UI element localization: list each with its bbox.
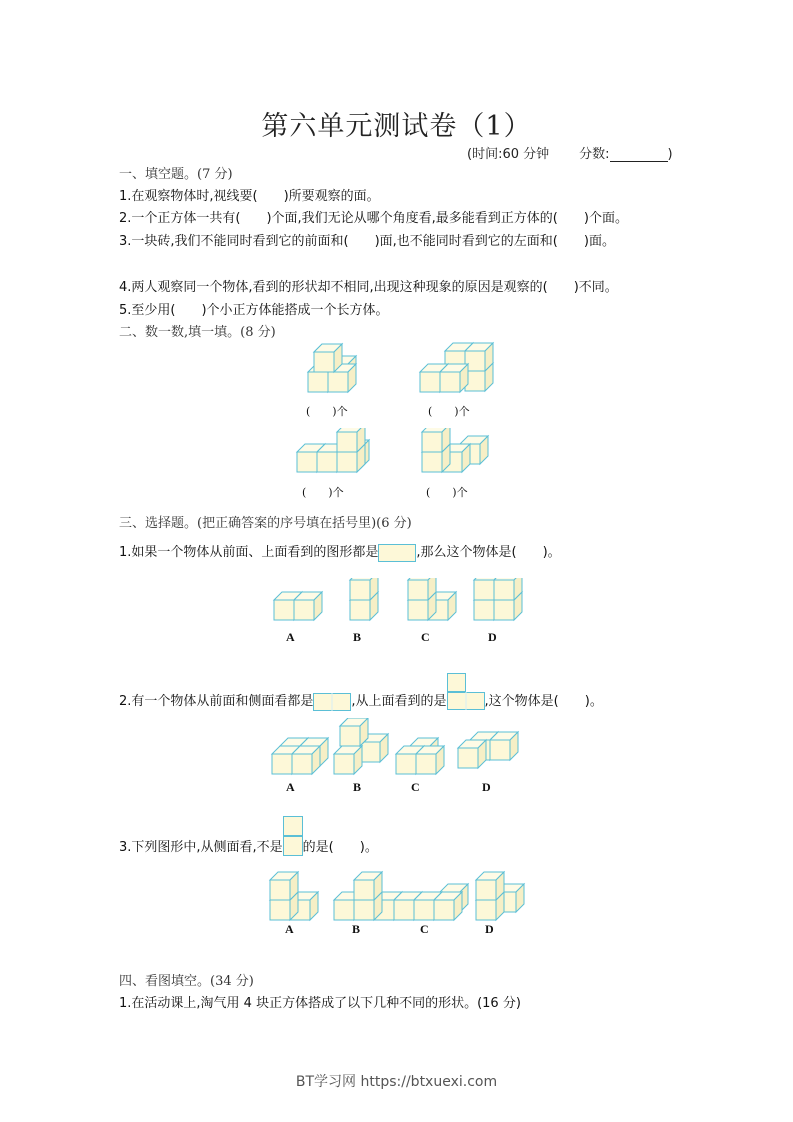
s1-question-3: 3.一块砖,我们不能同时看到它的前面和( )面,也不能同时看到它的左面和( )面。 — [119, 234, 615, 249]
s1-question-2: 2.一个正方体一共有( )个面,我们无论从哪个角度看,最多能看到正方体的( )个面。 — [119, 211, 628, 226]
s3-question-1: 1.如果一个物体从前面、上面看到的图形都是 ,那么这个物体是( )。 — [119, 545, 561, 560]
section3-heading: 三、选择题。(把正确答案的序号填在括号里)(6 分) — [119, 516, 412, 531]
score-blank[interactable] — [610, 149, 668, 162]
s1-question-4: 4.两人观察同一个物体,看到的形状却不相同,出现这种现象的原因是观察的( )不同。 — [119, 280, 618, 295]
q3-option-c[interactable]: C — [420, 922, 429, 936]
q2-option-b[interactable]: B — [353, 780, 362, 794]
q3-options-figures — [268, 868, 538, 923]
q2-option-d[interactable]: D — [482, 780, 491, 794]
side-view-2x1-vertical — [283, 816, 303, 856]
view-shape-1x2 — [313, 693, 351, 711]
page-title: 第六单元测试卷（1） — [261, 111, 532, 142]
q2-option-c[interactable]: C — [411, 780, 420, 794]
q3-option-a[interactable]: A — [285, 922, 294, 936]
footer-watermark: BT学习网 https://btxuexi.com — [295, 1074, 498, 1090]
q2-option-a[interactable]: A — [286, 780, 295, 794]
q1-option-b[interactable]: B — [353, 630, 362, 644]
q1-option-a[interactable]: A — [286, 630, 295, 644]
q3-option-d[interactable]: D — [485, 922, 494, 936]
q1-options-figures — [270, 578, 540, 628]
s1-question-5: 5.至少用( )个小正方体能搭成一个长方体。 — [119, 303, 389, 318]
s3-question-3: 3.下列图形中,从侧面看,不是 的是( )。 — [119, 836, 378, 856]
view-shape-1x2 — [378, 544, 416, 562]
q1-option-c[interactable]: C — [421, 630, 430, 644]
count-caption-3: ( )个 — [302, 486, 344, 499]
time-label: (时间:60 分钟 — [467, 147, 550, 162]
section1-heading: 一、填空题。(7 分) — [119, 167, 233, 182]
q2-options-figures — [268, 718, 538, 780]
score-label: 分数: — [579, 147, 610, 162]
top-view-l-shape — [447, 673, 485, 711]
count-caption-2: ( )个 — [428, 405, 470, 418]
cube-figure-4 — [420, 428, 500, 483]
section2-heading: 二、数一数,填一填。(8 分) — [119, 325, 276, 340]
cube-figure-1 — [300, 340, 370, 400]
s4-question-1: 1.在活动课上,淘气用 4 块正方体搭成了以下几种不同的形状。(16 分) — [119, 996, 521, 1011]
count-caption-4: ( )个 — [426, 486, 468, 499]
section4-heading: 四、看图填空。(34 分) — [119, 974, 254, 989]
count-caption-1: ( )个 — [306, 405, 348, 418]
q3-option-b[interactable]: B — [352, 922, 361, 936]
q1-option-d[interactable]: D — [488, 630, 497, 644]
s3-question-2: 2.有一个物体从前面和侧面看都是 ,从上面看到的是 ,这个物体是( )。 — [119, 690, 603, 711]
exam-meta: (时间:60 分钟 分数: ) — [467, 147, 673, 162]
cube-figure-3 — [295, 428, 375, 483]
cube-figure-2 — [415, 340, 500, 400]
s1-question-1: 1.在观察物体时,视线要( )所要观察的面。 — [119, 189, 380, 204]
